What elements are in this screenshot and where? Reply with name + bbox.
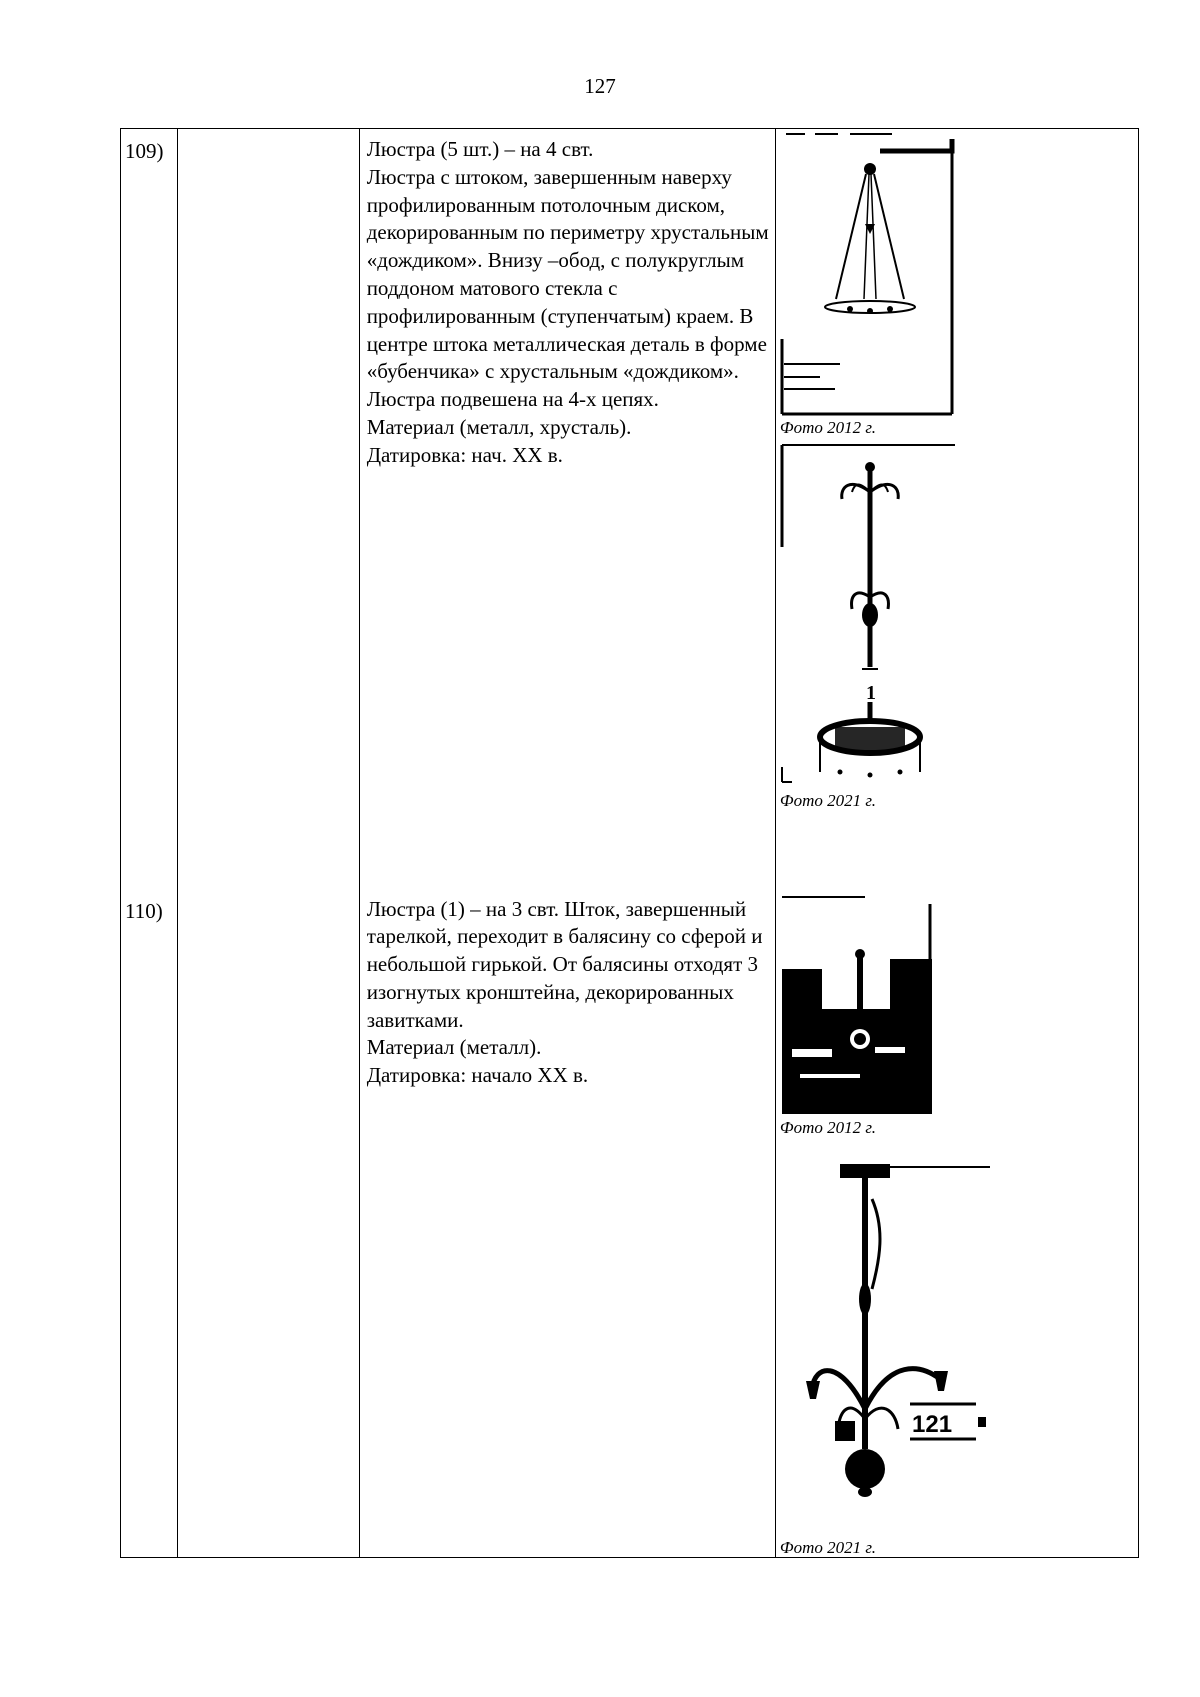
photo-caption: Фото 2012 г. xyxy=(779,1117,877,1137)
chandelier-photo-icon xyxy=(780,129,960,419)
photo-cell xyxy=(775,129,1138,889)
description-line: Материал (металл). xyxy=(366,1035,542,1060)
entry-description xyxy=(359,129,775,889)
photo-caption: Фото 2012 г. xyxy=(779,418,877,437)
entry-number: 110) xyxy=(121,889,178,1558)
entry-number: 109) xyxy=(121,129,178,889)
entry-description xyxy=(359,889,775,1558)
description-line: Люстра (1) – на 3 свт. Шток, завершенный тарелкой, переходит в балясину со сферой и небольшой гирькой. От балясины отходят 3 изогнутых кронштейна, декорированных завитками. xyxy=(366,896,763,1032)
description-line: Материал (металл, хрусталь). xyxy=(366,414,632,439)
catalog-table xyxy=(120,128,1139,1558)
photo-block xyxy=(780,437,1138,810)
photo-block xyxy=(780,1159,1138,1557)
photo-cell xyxy=(775,889,1138,1558)
table-row xyxy=(121,129,1139,889)
photo-block xyxy=(780,889,1138,1137)
empty-cell xyxy=(178,129,360,889)
chandelier-photo-icon xyxy=(780,889,940,1119)
photo-block xyxy=(780,129,1138,437)
photo-label: 121 xyxy=(911,1410,952,1438)
chandelier-photo-icon xyxy=(780,1159,1000,1539)
photo-caption: Фото 2021 г. xyxy=(779,1537,877,1557)
page-number: 127 xyxy=(584,74,616,98)
description-line: Люстра с штоком, завершенным наверху профилированным потолочным диском, декорированным по периметру хрустальным «дождиком». Внизу –обод, с полукруглым поддоном матового стекла с профилированным (ступенчатым) краем. В центре штока металлическая деталь в форме «бубенчика» с хрустальным «дождиком». Люстра подвешена на 4-х цепях. xyxy=(366,164,769,412)
photo-caption: Фото 2021 г. xyxy=(779,791,877,810)
table-row xyxy=(121,889,1139,1558)
photo-label: 1 xyxy=(865,682,876,704)
description-line: Датировка: нач. XX в. xyxy=(366,442,563,467)
empty-cell xyxy=(178,889,360,1558)
description-line: Датировка: начало XX в. xyxy=(366,1063,589,1088)
description-line: Люстра (5 шт.) – на 4 свт. xyxy=(366,137,594,161)
chandelier-photo-icon xyxy=(780,437,960,792)
